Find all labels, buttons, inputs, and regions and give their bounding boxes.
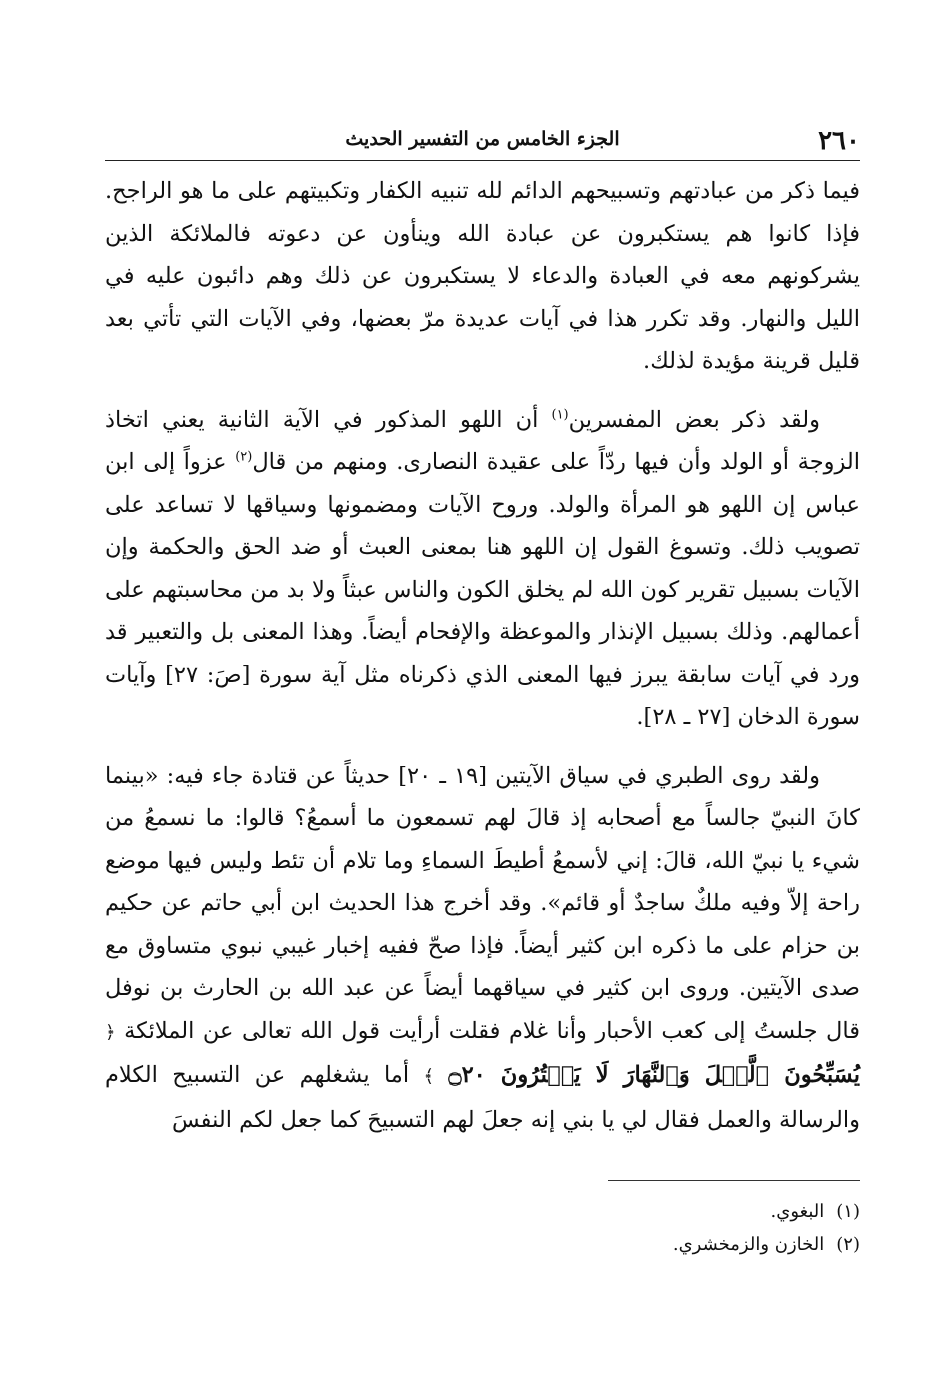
footnotes	[105, 1195, 860, 1261]
verse-open-bracket: ﴿	[105, 1021, 116, 1043]
paragraph-2-part-3: عزواً إلى ابن عباس إن اللهو هو المرأة والولد. وروح الآيات ومضمونها وسياقها لا تساعد على تصويب ذلك. وتسوغ القول إن اللهو هنا بمعنى العبث أو ضد الحق والحكمة وإن الآيات بسبيل تقرير كون الله لم يخلق الكون والناس عبثاً ولا بد من محاسبتهم على أعمالهم. وذلك بسبيل الإنذار والموعظة والإفحام أيضاً. وهذا المعنى بل والتعبير قد ورد في آيات سابقة يبرز فيها المعنى الذي ذكرناه مثل آية سورة [صَ: ٢٧] وآيات سورة الدخان [٢٧ ـ ٢٨].	[105, 449, 860, 730]
footnote-2-number: (٢)	[836, 1234, 860, 1255]
footnote-ref-1[interactable]: (١)	[551, 407, 569, 422]
paragraph-3-part-2: أما يشغلهم عن التسبيح الكلام والرسالة والعمل فقال لي يا بني إنه جعلَ لهم التسبيحَ كما جعل لكم النفسَ	[105, 1062, 860, 1133]
paragraph-2-part-1: ولقد ذكر بعض المفسرين	[568, 406, 820, 433]
quran-verse: يُسَبِّحُونَ ٱلَّيۡلَ وَٱلنَّهَارَ لَا يَفۡتُرُونَ ۝٢٠	[448, 1062, 860, 1088]
main-text	[105, 170, 860, 1141]
footnote-1-text: البغوي.	[770, 1201, 825, 1222]
page-header	[105, 120, 860, 161]
paragraph-3-part-1: ولقد روى الطبري في سياق الآيتين [١٩ ـ ٢٠] حديثاً عن قتادة جاء فيه: «بينما كانَ النبيّ جالساً مع أصحابه إذ قالَ لهم تسمعون ما أسمعُ؟ قالوا: ما نسمعُ من شيء يا نبيّ الله، قالَ: إني لأسمعُ أطيطَ السماءِ وما تلام أن تئط وليس فيها موضع راحة إلاّ وفيه ملكٌ ساجدٌ أو قائم». وقد أخرج هذا الحديث ابن أبي حاتم عن حكيم بن حزام على ما ذكره ابن كثير أيضاً. فإذا صحّ ففيه إخبار غيبي نبوي متساوق مع صدى الآيتين. وروى ابن كثير في سياقهما أيضاً عن عبد الله بن الحارث بن نوفل قال جلستُ إلى كعب الأحبار وأنا غلام فقلت أرأيت قول الله تعالى عن الملائكة	[105, 762, 860, 1044]
footnote-divider	[608, 1180, 860, 1181]
paragraph-2-part-2: أن اللهو المذكور في الآية الثانية يعني اتخاذ الزوجة أو الولد وأن فيها ردّاً على عقيدة النصارى. ومنهم من قال	[105, 406, 860, 475]
footnote-2	[105, 1228, 860, 1261]
paragraph-1: فيما ذكر من عبادتهم وتسبيحهم الدائم لله تنبيه الكفار وتكبيتهم على ما هو الراجح. فإذا كانوا هم يستكبرون عن عبادة الله وينأون عن دعوته فالملائكة الذين يشركونهم معه في العبادة والدعاء لا يستكبرون عن ذلك وهم دائبون عليه في الليل والنهار. وقد تكرر هذا في آيات عديدة مرّ بعضها، وفي الآيات التي تأتي بعد قليل قرينة مؤيدة لذلك.	[105, 178, 860, 374]
footnote-ref-2[interactable]: (٢)	[235, 449, 253, 465]
page-number: ٢٦٠	[818, 126, 860, 156]
footnote-1	[105, 1195, 860, 1228]
running-title: الجزء الخامس من التفسير الحديث	[345, 128, 620, 150]
paragraph-3	[105, 755, 860, 1142]
footnote-2-text: الخازن والزمخشري.	[672, 1234, 825, 1255]
footnote-1-number: (١)	[836, 1201, 860, 1222]
verse-close-bracket: ﴾	[423, 1066, 435, 1087]
paragraph-2	[105, 399, 860, 739]
